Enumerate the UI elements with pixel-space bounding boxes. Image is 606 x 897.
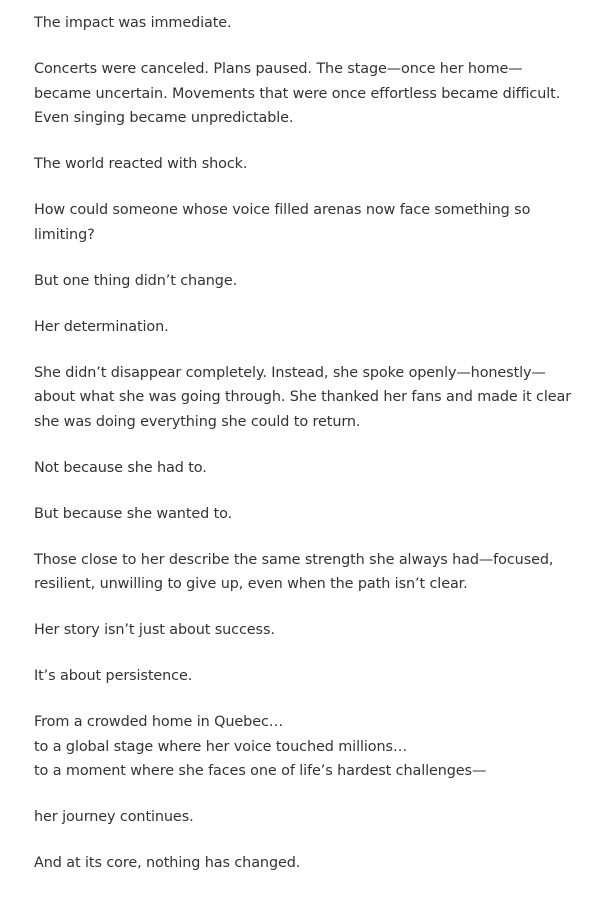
- paragraph: [34, 152, 579, 177]
- paragraph-line: her journey continues.: [34, 809, 194, 825]
- paragraph: [34, 198, 579, 247]
- paragraph: [34, 664, 579, 689]
- paragraph: [34, 548, 579, 597]
- paragraph-line: But because she wanted to.: [34, 505, 233, 522]
- paragraph: [34, 11, 579, 36]
- paragraph: [34, 618, 579, 643]
- paragraph: [34, 315, 579, 340]
- paragraph-line: Her determination.: [34, 318, 169, 335]
- paragraph: [34, 456, 579, 481]
- paragraph: [34, 851, 579, 876]
- paragraph-line: to a global stage where her voice touched millions…: [34, 738, 408, 755]
- paragraph-line: Those close to her describe the same strength she always had—focused, resilient, unwilling to give up, even when the path isn’t clear.: [34, 551, 554, 592]
- paragraph-line: to a moment where she faces one of life’s hardest challenges—: [34, 763, 487, 779]
- paragraph-line: She didn’t disappear completely. Instead, she spoke openly—honestly—about what she was going through. She thanked her fans and made it clear she was doing everything she could to return.: [34, 364, 572, 430]
- paragraph-line: It’s about persistence.: [34, 668, 193, 684]
- paragraph-line: And at its core, nothing has changed.: [34, 855, 301, 871]
- paragraph: [34, 269, 579, 294]
- paragraph-line: From a crowded home in Quebec…: [34, 714, 284, 730]
- paragraph: [34, 710, 579, 784]
- paragraph-line: The world reacted with shock.: [34, 156, 248, 172]
- paragraph: [34, 805, 579, 830]
- paragraph-line: Her story isn’t just about success.: [34, 622, 275, 638]
- paragraph-line: But one thing didn’t change.: [34, 272, 238, 289]
- paragraph-line: How could someone whose voice filled arenas now face something so limiting?: [34, 202, 531, 243]
- paragraph-line: Not because she had to.: [34, 459, 207, 476]
- paragraph: [34, 57, 579, 131]
- paragraph-line: Concerts were canceled. Plans paused. The stage—once her home—became uncertain. Movements that were once effortless became difficult. Even singing became unpredictable.: [34, 61, 561, 126]
- paragraph: [34, 361, 579, 435]
- paragraph: [34, 502, 579, 527]
- paragraph-line: The impact was immediate.: [34, 15, 232, 31]
- article-body: [34, 11, 579, 897]
